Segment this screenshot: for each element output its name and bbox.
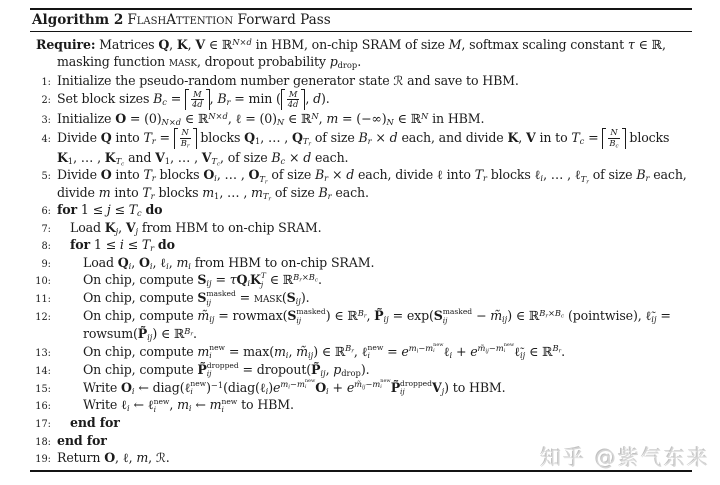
line-content: Set block sizes $B_c$ = $\frac{M}{4d}$ , $B_r = \min$ ( $\frac{M}{4d}$ , d). (57, 88, 330, 110)
line-number: 3: (41, 115, 51, 127)
require-block: Require: Matrices Q, K, V ∈ ℝ$^{N\times d}$ in HBM, on-chip SRAM of size M, softmax scaling constant τ ∈ ℝ, masking function mask, dropout probability $p_{drop}$. (36, 36, 666, 71)
line-content: On chip, compute m new i = $\max(m_i$, $m̃_{ij}$) ∈ ℝ$^{B_r}$, ℓ new i = $e^{m_i-m new i}$ ℓ$_i$ + $e^{m̃_{ij}-m new i}$ $\ell̃_{ij}$ ∈ ℝ$^{B_r}$. (83, 342, 566, 361)
line-content: Load $K_j$, $V_j$ from HBM to on-chip SRAM. (70, 219, 322, 236)
line-content: Write $O_i$ ← diag(ℓ new i )$^{-1}(diag(\ell_i)e^{m_i-m new i}$ $O_i + e^{m̃_{ij}-m new i}$ P̃ dropped ij $V_j$) to HBM. (83, 378, 506, 396)
algorithm-body-wrap (30, 32, 692, 467)
line-content: Return O, ℓ, m, ℛ. (57, 450, 170, 466)
algorithm-line (30, 396, 692, 414)
algorithm-line (30, 289, 692, 307)
line-content: On chip, compute $m̃_{ij} = rowmax(S$ masked ij ) ∈ ℝ$^{B_r}$, $P̃_{ij} = \exp(S$ masked ij − $m̃_{ij}$) ∈ ℝ$^{B_r\times B_c}$ (pointwise), $\ell̃_{ij}$ = $rowsum(P̃_{ij})$ ∈ ℝ$^{B_r}$. (83, 307, 671, 343)
line-content: for $1 \le i \le T_r$ do (70, 237, 175, 254)
algorithm-title-suffix: Forward Pass (237, 12, 331, 28)
line-number: 5: (41, 171, 51, 183)
line-content: Initialize $O = (0)_{N\times d}$ ∈ ℝ$^{N\times d}$, ℓ = $(0)_N$ ∈ ℝ$^N$, $m = (-\infty)_N$ ∈ ℝ$^N$ in HBM. (57, 111, 485, 128)
algorithm-line (30, 379, 692, 397)
algorithm-line (30, 201, 692, 219)
line-number: 15: (35, 383, 51, 395)
line-number: 4: (41, 134, 51, 146)
line-content: On chip, compute S masked ij = $mask(S_{ij})$. (83, 289, 310, 307)
line-number: 2: (41, 95, 51, 107)
line-number: 1: (41, 76, 51, 88)
line-number: 16: (35, 401, 51, 413)
line-content: Divide Q into $T_r$ = $\frac{N}{B_r}$ blocks $Q_1$, … , $Q_{T_r}$ of size $B_r \times d$ each, and divide K, V in to $T_c$ = $\frac{N}{B_c}$ blocks $K_1$, … , $K_{T_c}$ and $V_1$, … , $V_{T_c}$, of size $B_c \times d$ each. (57, 127, 670, 168)
algorithm-line (30, 414, 692, 432)
line-number: 18: (35, 436, 51, 448)
line-number: 9: (41, 258, 51, 270)
algorithm-line (30, 219, 692, 237)
algorithm-line (30, 271, 692, 289)
line-number: 8: (41, 241, 51, 253)
line-content: for $1 \le j \le T_c$ do (57, 202, 163, 219)
line-number: 7: (41, 223, 51, 235)
line-number: 6: (41, 206, 51, 218)
line-content: Load $Q_i$, $O_i$, ℓ$_i$, $m_i$ from HBM to on-chip SRAM. (83, 254, 375, 271)
algorithm-line (30, 307, 692, 342)
algorithm-line (30, 166, 692, 201)
algorithm-line (30, 72, 692, 90)
watermark: 知乎 @紫气东来 (540, 446, 710, 470)
algorithm-block (30, 8, 692, 472)
line-number: 19: (35, 454, 51, 466)
algorithm-line (30, 343, 692, 361)
algorithm-line (30, 361, 692, 379)
line-content: Initialize the pseudo-random number generator state ℛ and save to HBM. (57, 72, 519, 88)
line-number: 17: (35, 419, 51, 431)
line-content: On chip, compute $S_{ij} = \tau Q_iK$ T j ∈ ℝ$^{B_r\times B_c}$. (83, 271, 322, 289)
line-content: end for (57, 432, 107, 448)
line-number: 13: (35, 347, 51, 359)
line-content: Write ℓ$_i$ ← ℓ new i , $m_i$ ← m new i to HBM. (83, 396, 294, 414)
algorithm-line (30, 89, 692, 110)
algorithm-line (30, 128, 692, 167)
line-content: end for (70, 415, 120, 431)
algorithm-line (30, 236, 692, 254)
line-number: 10: (35, 276, 51, 288)
line-number: 14: (35, 365, 51, 377)
algorithm-line (30, 254, 692, 272)
algorithm-name: FlashAttention (127, 12, 234, 28)
algorithm-header (30, 10, 692, 32)
line-content: Divide O into $T_r$ blocks $O_i$, … , $O_{T_r}$ of size $B_r \times d$ each, divide ℓ into $T_r$ blocks ℓ$_i$, … , ℓ$_{T_r}$ of size $B_r$ each, divide m into $T_r$ blocks $m_1$, … , $m_{T_r}$ of size $B_r$ each. (57, 167, 687, 203)
line-content: On chip, compute P̃ dropped ij = $dropout(P̃_{ij}$, $p_{drop}$). (83, 360, 370, 379)
algorithm-number: Algorithm 2 (32, 12, 124, 28)
algorithm-lines (30, 72, 692, 467)
algorithm-line (30, 110, 692, 128)
line-number: 12: (35, 312, 51, 324)
line-number: 11: (35, 294, 51, 306)
